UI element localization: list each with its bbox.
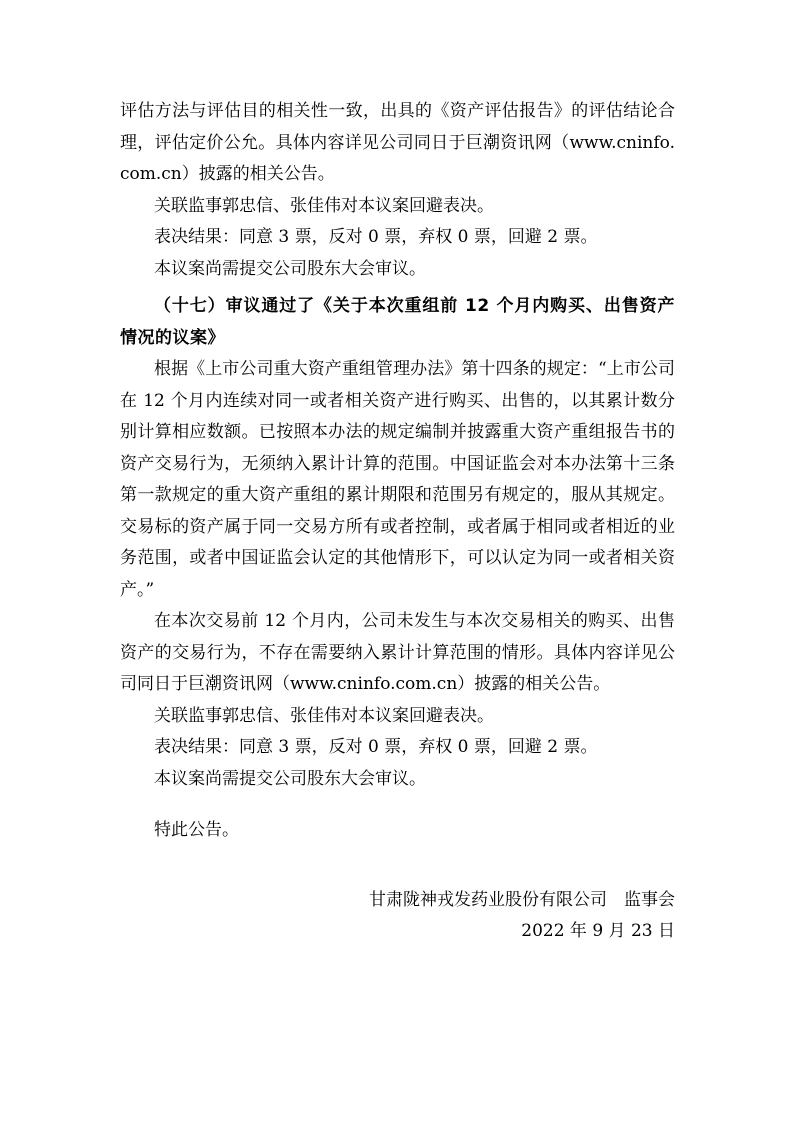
paragraph-recusal-1: 关联监事郭忠信、张佳伟对本议案回避表决。: [154, 195, 494, 216]
signature-company: 甘肃陇神戎发药业股份有限公司 监事会: [369, 889, 675, 910]
paragraph-recusal-2: 关联监事郭忠信、张佳伟对本议案回避表决。: [154, 705, 494, 726]
paragraph-vote-result-2: 表决结果：同意 3 票，反对 0 票，弃权 0 票，回避 2 票。: [154, 737, 598, 757]
paragraph-transaction: 在本次交易前 12 个月内，公司未发生与本次交易相关的购买、出售资产的交易行为，不存在需要纳入累计计算范围的情形。具体内容详见公司同日于巨潮资讯网（www.cninfo.com.cn）披露的相关公告。: [120, 611, 675, 694]
signature-date: 2022 年 9 月 23 日: [521, 921, 675, 941]
paragraph-valuation-continuation: 评估方法与评估目的相关性一致，出具的《资产评估报告》的评估结论合理，评估定价公允。具体内容详见公司同日于巨潮资讯网（www.cninfo.com.cn）披露的相关公告。: [120, 101, 675, 184]
closing-announcement: 特此公告。: [154, 820, 239, 840]
paragraph-regulation: 根据《上市公司重大资产重组管理办法》第十四条的规定：“上市公司在 12 个月内连续对同一或者相关资产进行购买、出售的，以其累计数分别计算相应数额。已按照本办法的规定编制并披露重大资产重组报告书的资产交易行为，无须纳入累计计算的范围。中国证监会对本办法第十三条第一款规定的重大资产重组的累计期限和范围另有规定的，服从其规定。交易标的资产属于同一交易方所有或者控制，或者属于相同或者相近的业务范围，或者中国证监会认定的其他情形下，可以认定为同一或者相关资产。”: [120, 359, 675, 600]
paragraph-submit-shareholders-2: 本议案尚需提交公司股东大会审议。: [154, 768, 426, 789]
paragraph-vote-result-1: 表决结果：同意 3 票，反对 0 票，弃权 0 票，回避 2 票。: [154, 227, 598, 247]
section-17-heading: （十七）审议通过了《关于本次重组前 12 个月内购买、出售资产情况的议案》: [120, 296, 675, 348]
paragraph-submit-shareholders-1: 本议案尚需提交公司股东大会审议。: [154, 258, 426, 279]
